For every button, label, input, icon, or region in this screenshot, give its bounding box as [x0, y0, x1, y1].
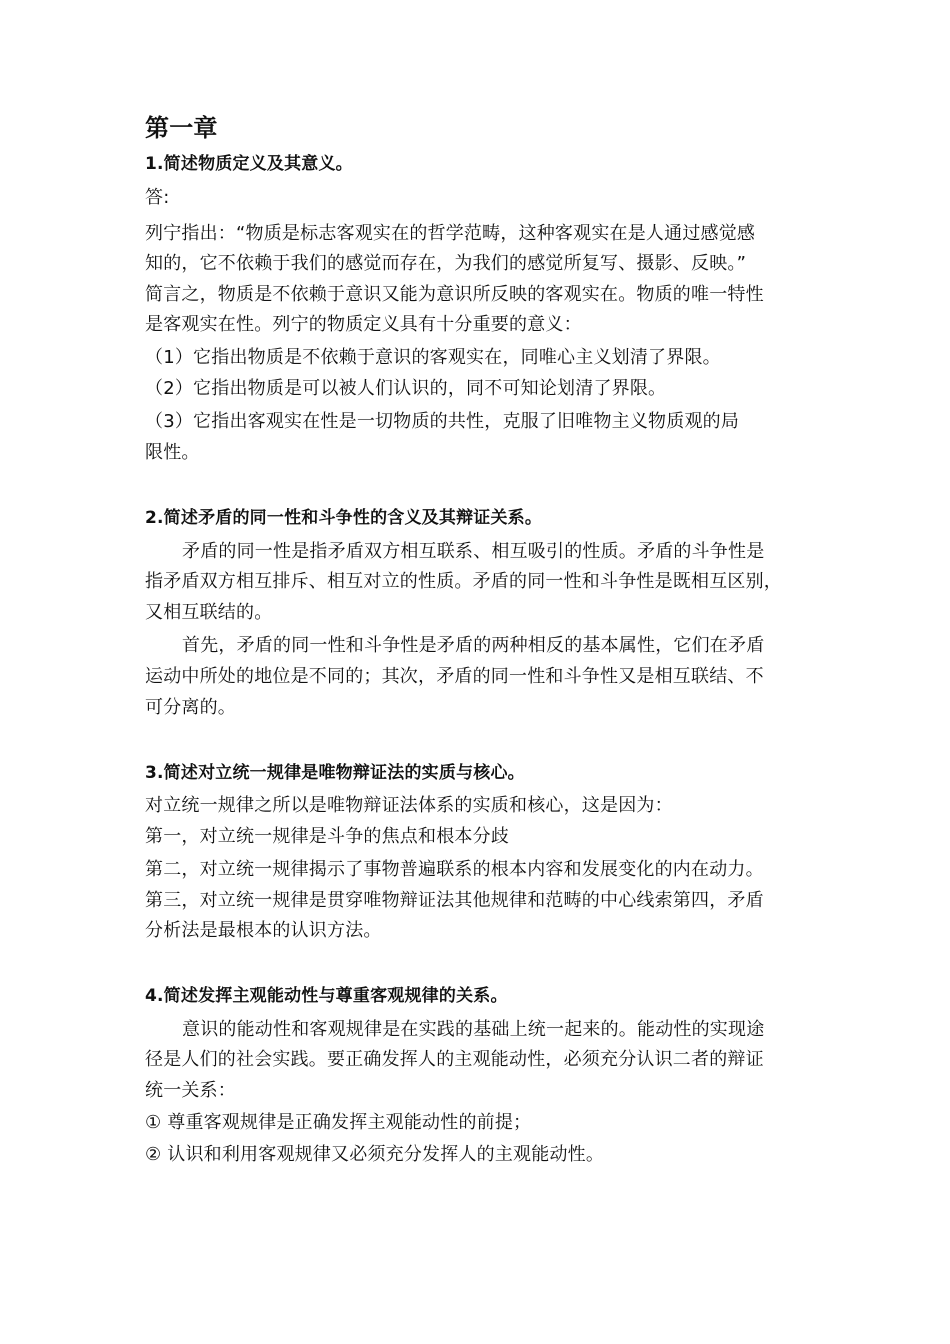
list-item: （3）它指出客观实在性是一切物质的共性，克服了旧唯物主义物质观的局	[145, 411, 740, 432]
paragraph-line: 意识的能动性和客观规律是在实践的基础上统一起来的。能动性的实现途	[182, 1019, 765, 1040]
list-item-continuation: 限性。	[145, 442, 200, 463]
paragraph-line: 知的，它不依赖于我们的感觉而存在，为我们的感觉所复写、摄影、反映。”	[145, 253, 747, 274]
paragraph-line: 对立统一规律之所以是唯物辩证法体系的实质和核心，这是因为：	[145, 795, 673, 816]
paragraph-line: 简言之，物质是不依赖于意识又能为意识所反映的客观实在。物质的唯一特性	[145, 284, 764, 305]
question-1-title: 1.简述物质定义及其意义。	[145, 154, 353, 174]
paragraph-line: 统一关系：	[145, 1080, 236, 1101]
paragraph-line: 首先，矛盾的同一性和斗争性是矛盾的两种相反的基本属性，它们在矛盾	[182, 635, 765, 656]
list-item: ② 认识和利用客观规律又必须充分发挥人的主观能动性。	[145, 1144, 605, 1165]
paragraph-line: 运动中所处的地位是不同的；其次，矛盾的同一性和斗争性又是相互联结、不	[145, 666, 764, 687]
paragraph-line: 列宁指出：“物质是标志客观实在的哲学范畴，这种客观实在是人通过感觉感	[145, 223, 756, 244]
answer-label: 答:	[145, 187, 170, 208]
paragraph-line: 矛盾的同一性是指矛盾双方相互联系、相互吸引的性质。矛盾的斗争性是	[182, 541, 765, 562]
list-item: （1）它指出物质是不依赖于意识的客观实在，同唯心主义划清了界限。	[145, 347, 721, 368]
chapter-title: 第一章	[145, 114, 218, 142]
paragraph-line: 第一，对立统一规律是斗争的焦点和根本分歧	[145, 826, 509, 847]
question-2-title: 2.简述矛盾的同一性和斗争性的含义及其辩证关系。	[145, 508, 543, 528]
paragraph-line: 第三，对立统一规律是贯穿唯物辩证法其他规律和范畴的中心线索第四，矛盾	[145, 890, 764, 911]
question-4-title: 4.简述发挥主观能动性与尊重客观规律的关系。	[145, 986, 508, 1006]
list-item: （2）它指出物质是可以被人们认识的，同不可知论划清了界限。	[145, 378, 667, 399]
paragraph-line: 是客观实在性。列宁的物质定义具有十分重要的意义：	[145, 314, 582, 335]
paragraph-line: 径是人们的社会实践。要正确发挥人的主观能动性，必须充分认识二者的辩证	[145, 1049, 764, 1070]
list-item: ① 尊重客观规律是正确发挥主观能动性的前提；	[145, 1112, 532, 1133]
question-3-title: 3.简述对立统一规律是唯物辩证法的实质与核心。	[145, 763, 525, 783]
paragraph-line: 又相互联结的。	[145, 602, 273, 623]
paragraph-line: 第二，对立统一规律揭示了事物普遍联系的根本内容和发展变化的内在动力。	[145, 859, 764, 880]
paragraph-line: 指矛盾双方相互排斥、相互对立的性质。矛盾的同一性和斗争性是既相互区别，	[145, 571, 782, 592]
paragraph-line: 可分离的。	[145, 697, 236, 718]
paragraph-line: 分析法是最根本的认识方法。	[145, 920, 382, 941]
